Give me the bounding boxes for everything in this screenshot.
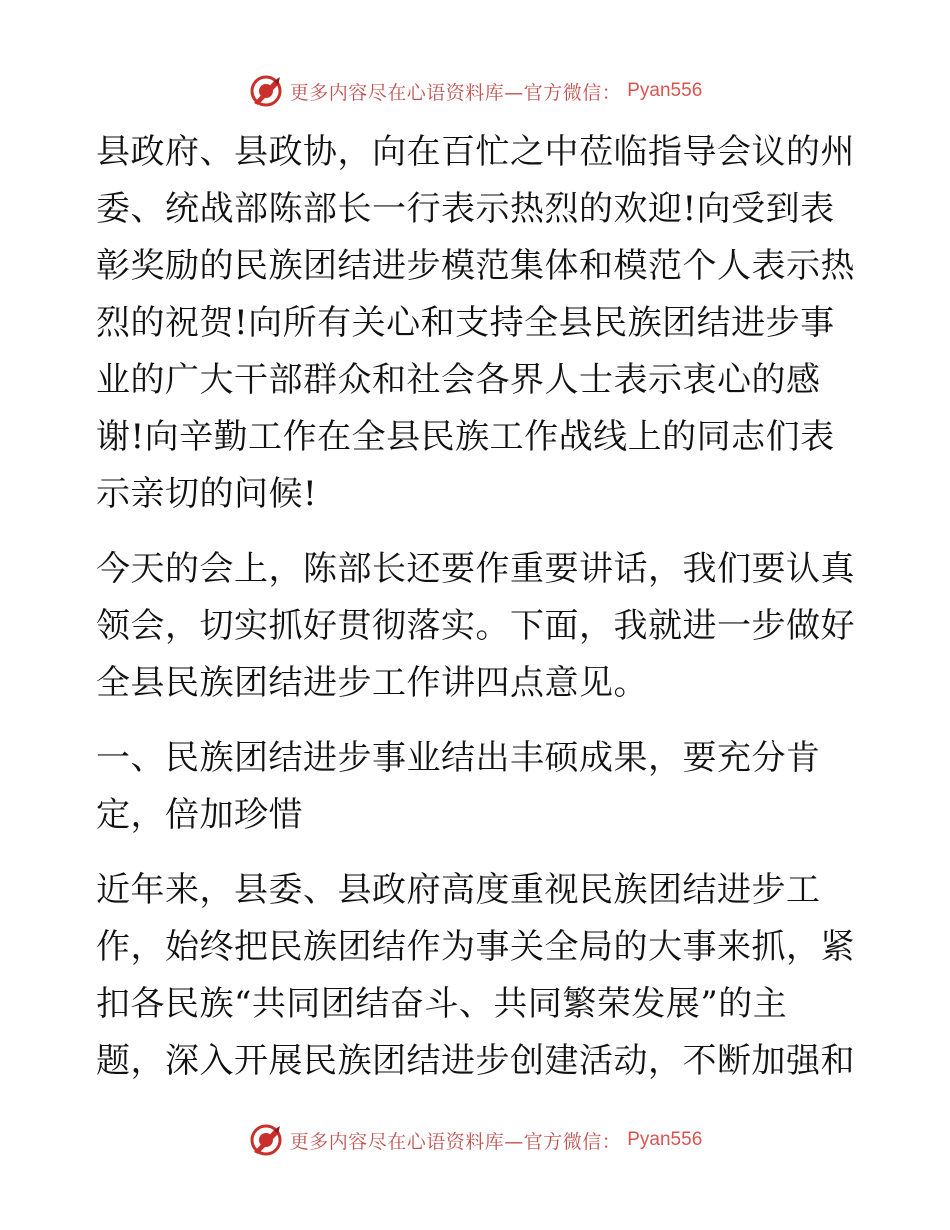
header-banner-wechat-id: Pyan556 xyxy=(627,80,703,101)
paragraph-4: 近年来，县委、县政府高度重视民族团结进步工作，始终把民族团结作为事关全局的大事来抓，紧扣各民族“共同团结奋斗、共同繁荣发展”的主题，深入开展民族团结进步创建活动，不断加强和 xyxy=(96,870,855,1081)
footer-banner-text: 更多内容尽在心语资料库—官方微信： xyxy=(289,1130,622,1153)
section-heading-1: 一、民族团结进步事业结出丰硕成果，要充分肯定，倍加珍惜 xyxy=(96,738,821,835)
header-banner-text: 更多内容尽在心语资料库—官方微信： xyxy=(289,81,622,104)
pen-logo-icon xyxy=(248,1122,284,1158)
pen-logo-icon xyxy=(248,73,284,109)
footer-banner-wechat-id: Pyan556 xyxy=(627,1129,703,1150)
header-banner xyxy=(0,71,950,111)
paragraph-1: 县政府、县政协，向在百忙之中莅临指导会议的州委、统战部陈部长一行表示热烈的欢迎!向受到表彰奖励的民族团结进步模范集体和模范个人表示热烈的祝贺!向所有关心和支持全县民族团结进步事业的广大干部群众和社会各界人士表示衷心的感谢!向辛勤工作在全县民族工作战线上的同志们表示亲切的问候! xyxy=(96,132,855,514)
footer-banner xyxy=(0,1120,950,1160)
document-body xyxy=(96,124,856,1090)
paragraph-2: 今天的会上，陈部长还要作重要讲话，我们要认真领会，切实抓好贯彻落实。下面，我就进一步做好全县民族团结进步工作讲四点意见。 xyxy=(96,549,855,703)
